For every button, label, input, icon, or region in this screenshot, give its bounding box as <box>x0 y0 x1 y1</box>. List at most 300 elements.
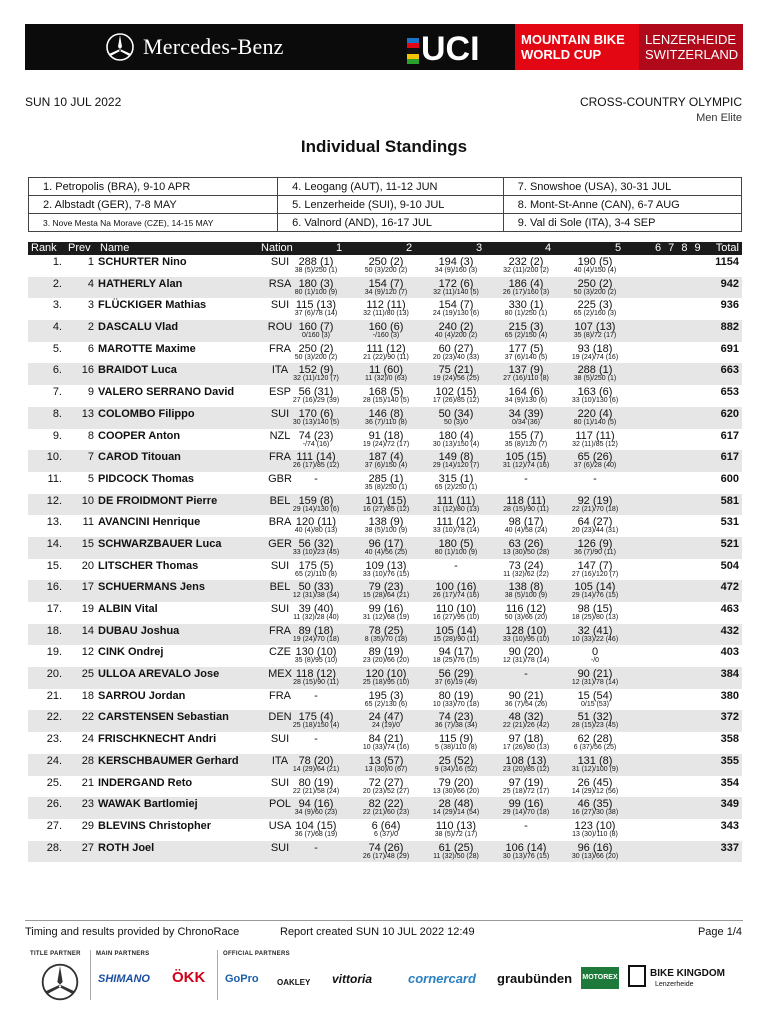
round-points: 175 (4) <box>298 711 334 724</box>
round-breakdown: 35 (8)/95 (10) <box>294 657 338 665</box>
col-round-5: 5 <box>615 242 622 254</box>
round-points: 152 (9) <box>298 364 334 377</box>
round-breakdown: 26 (17)/160 (3) <box>502 288 550 296</box>
table-row <box>28 363 742 385</box>
round-points: 147 (7) <box>577 559 613 572</box>
rider-name: PIDCOCK Thomas <box>98 472 194 485</box>
total-points: 463 <box>720 603 739 615</box>
nation-cell: RSA <box>268 277 292 290</box>
round-points: 89 (19) <box>368 646 404 659</box>
table-row <box>28 602 742 624</box>
round-points: 61 (25) <box>438 841 474 854</box>
round-points: 73 (24) <box>508 559 544 572</box>
round-breakdown: 20 (23)/44 (31) <box>571 527 619 535</box>
round-points: 105 (14) <box>435 624 477 637</box>
round-points: 80 (19) <box>298 776 334 789</box>
table-row <box>28 472 742 494</box>
rank-cell: 9. <box>52 429 62 442</box>
nation-cell: SUI <box>270 256 290 268</box>
round-points: 146 (8) <box>368 407 404 420</box>
rank-cell: 20. <box>46 668 62 681</box>
round-breakdown: 17 (26)/80 (13) <box>502 744 550 752</box>
round-breakdown: 32 (11)/120 (7) <box>293 375 339 383</box>
prev-rank-cell: 1 <box>87 256 94 268</box>
round-points: 46 (35) <box>577 798 613 811</box>
round-breakdown: 0/160 (3) <box>301 332 331 340</box>
rank-cell: 13. <box>46 516 62 529</box>
round-breakdown: 65 (2)/160 (3) <box>573 310 617 318</box>
loc-line-1: LENZERHEIDE <box>645 32 737 47</box>
total-points: 384 <box>720 668 739 681</box>
prev-rank-cell: 28 <box>81 754 94 767</box>
total-points: 403 <box>720 646 739 659</box>
round-breakdown: 30 (13)/76 (15) <box>502 852 550 860</box>
round-points: 112 (11) <box>366 299 406 312</box>
round-breakdown: 17 (26)/85 (12) <box>432 397 480 405</box>
round-breakdown: 20 (23)/40 (33) <box>432 353 480 361</box>
round-points: 232 (2) <box>508 256 544 268</box>
round-points: 51 (32) <box>577 711 613 724</box>
prev-rank-cell: 20 <box>81 559 94 572</box>
round-points: 65 (26) <box>577 451 613 464</box>
prev-rank-cell: 27 <box>81 841 94 854</box>
round-points: 250 (2) <box>577 277 613 290</box>
round-breakdown: 36 (7)/38 (34) <box>434 722 478 730</box>
total-points: 472 <box>720 581 739 594</box>
round-breakdown: 36 (7)/54 (26) <box>504 700 548 708</box>
nation-cell: NZL <box>269 429 291 442</box>
round-points: 109 (13) <box>365 559 407 572</box>
round-breakdown: 80 (1)/140 (5) <box>573 418 617 426</box>
nation-cell: FRA <box>269 689 291 702</box>
table-row <box>28 710 742 732</box>
round-points: 250 (2) <box>368 256 404 268</box>
prev-rank-cell: 12 <box>81 646 94 659</box>
round-points: 155 (7) <box>508 429 544 442</box>
mercedes-star-icon <box>40 962 80 1002</box>
rank-cell: 3. <box>52 299 62 312</box>
round-points: 79 (20) <box>438 776 474 789</box>
round-points: 220 (4) <box>577 407 613 420</box>
table-row <box>28 277 742 299</box>
round-breakdown: 19 (24)/74 (16) <box>571 353 619 361</box>
standings-header <box>28 242 742 255</box>
total-points: 504 <box>720 559 739 572</box>
round-breakdown: 40 (4)/56 (25) <box>364 548 408 556</box>
round-points: 13 (57) <box>368 754 404 767</box>
round-points: 105 (14) <box>574 581 616 594</box>
round-points: 194 (3) <box>438 256 474 268</box>
round-cell: 5. Lenzerheide (SUI), 9-10 JUL <box>278 196 504 214</box>
round-points: 32 (41) <box>577 624 613 637</box>
gopro-logo: GoPro <box>225 973 259 985</box>
round-points: 240 (2) <box>438 321 474 334</box>
round-breakdown: 37 (6)/19 (49) <box>434 679 478 687</box>
event-category: Men Elite <box>696 112 742 124</box>
round-points: 115 (9) <box>438 733 474 746</box>
round-breakdown: 40 (4)/150 (4) <box>573 267 617 274</box>
round-points: 138 (8) <box>508 581 544 594</box>
round-points: 116 (12) <box>505 603 547 615</box>
round-breakdown: 33 (10)/130 (6) <box>571 397 619 405</box>
nation-cell: SUI <box>270 603 290 615</box>
rank-cell: 26. <box>46 798 62 811</box>
round-breakdown: 28 (15)/90 (11) <box>293 679 339 687</box>
round-breakdown: 22 (21)/60 (23) <box>362 809 410 817</box>
prev-rank-cell: 16 <box>81 364 94 377</box>
round-breakdown: 19 (24)/56 (25) <box>432 375 480 383</box>
round-breakdown: 24 (19)/130 (6) <box>432 310 480 318</box>
round-breakdown: 12 (31)/38 (34) <box>292 592 340 600</box>
round-breakdown: 35 (8)/72 (17) <box>573 332 617 340</box>
round-points: 111 (12) <box>366 342 406 355</box>
round-points: 111 (14) <box>296 451 336 464</box>
prev-rank-cell: 17 <box>81 581 94 594</box>
rider-name: BLEVINS Christopher <box>98 819 212 832</box>
round-breakdown: 27 (16)/29 (39) <box>292 397 340 405</box>
round-points: 118 (11) <box>506 494 546 507</box>
round-breakdown: 6 (37)/56 (25) <box>573 744 617 752</box>
round-points: 96 (16) <box>577 841 613 854</box>
round-breakdown: 65 (2)/130 (6) <box>364 700 408 708</box>
loc-line-2: SWITZERLAND <box>645 47 739 62</box>
rank-cell: 17. <box>46 603 62 615</box>
table-row <box>28 645 742 667</box>
rank-cell: 25. <box>46 776 62 789</box>
round-points: 62 (28) <box>577 733 613 746</box>
total-points: 354 <box>720 776 739 789</box>
round-breakdown: 31 (12)/74 (16) <box>502 462 550 470</box>
round-breakdown: 34 (9)/60 (23) <box>294 809 338 817</box>
round-breakdown: 34 (9)/160 (3) <box>434 267 478 274</box>
round-breakdown: 65 (2)/150 (4) <box>504 332 548 340</box>
rank-cell: 2. <box>52 277 62 290</box>
round-breakdown: 33 (10)/76 (15) <box>362 570 410 578</box>
round-points: 11 (60) <box>368 364 404 377</box>
round-points: 180 (5) <box>438 537 474 550</box>
round-points: 137 (9) <box>508 364 544 377</box>
table-row <box>28 385 742 407</box>
round-breakdown: 11 (32)/0 (63) <box>365 375 407 383</box>
round-points: 195 (3) <box>368 689 404 702</box>
round-breakdown: 38 (5)/72 (17) <box>434 830 478 838</box>
round-points: 110 (13) <box>435 819 477 832</box>
col-name: Name <box>100 242 130 254</box>
round-breakdown: 30 (13)/66 (20) <box>571 852 619 860</box>
nation-cell: BEL <box>269 494 291 507</box>
round-breakdown: 36 (7)/90 (11) <box>574 548 616 556</box>
round-points: 186 (4) <box>508 277 544 290</box>
round-points: 75 (21) <box>438 364 474 377</box>
round-points: 154 (7) <box>438 299 474 312</box>
round-breakdown: 36 (7)/110 (8) <box>365 418 407 426</box>
partner-divider <box>90 950 91 1000</box>
round-breakdown: 14 (29)/64 (21) <box>292 765 340 773</box>
round-points: 118 (12) <box>295 668 337 681</box>
round-points: 34 (39) <box>508 407 544 420</box>
round-breakdown: 26 (17)/85 (12) <box>292 462 340 470</box>
location-label <box>639 24 743 70</box>
round-breakdown: 14 (29)/12 (56) <box>571 787 619 795</box>
round-points: 190 (5) <box>577 256 613 268</box>
round-breakdown: 28 (15)/23 (45) <box>571 722 619 730</box>
rider-name: VALERO SERRANO David <box>98 386 235 399</box>
round-points: 97 (19) <box>508 776 544 789</box>
round-points: 50 (33) <box>298 581 334 594</box>
page-title: Individual Standings <box>300 137 468 156</box>
partner-divider <box>217 950 218 1000</box>
round-points: 96 (17) <box>368 537 404 550</box>
rounds-table <box>28 177 742 232</box>
brand-name: Mercedes-Benz <box>143 34 284 59</box>
prev-rank-cell: 2 <box>87 321 94 334</box>
uci-logo <box>407 30 511 66</box>
col-nation: Nation <box>261 242 293 254</box>
round-points: 120 (10) <box>365 668 407 681</box>
prev-rank-cell: 24 <box>81 733 94 746</box>
round-breakdown: 38 (5)/250 (1) <box>294 267 338 274</box>
rank-cell: 5. <box>52 342 62 355</box>
rider-name: CARSTENSEN Sebastian <box>98 711 229 724</box>
round-breakdown: 31 (12)/80 (13) <box>432 505 480 513</box>
round-breakdown: 10 (33)/70 (18) <box>432 700 480 708</box>
round-points: 110 (10) <box>435 603 477 615</box>
round-points: 56 (29) <box>438 668 474 681</box>
rider-name: CINK Ondrej <box>98 646 164 659</box>
round-breakdown: 32 (11)/140 (5) <box>433 288 479 296</box>
total-points: 617 <box>720 451 739 464</box>
rank-cell: 7. <box>52 386 62 399</box>
nation-cell: SUI <box>270 407 290 420</box>
rider-name: ULLOA AREVALO Jose <box>98 668 220 681</box>
round-breakdown: 0/15 (53) <box>580 700 610 708</box>
nation-cell: DEN <box>268 711 292 724</box>
uci-stripes <box>407 38 419 64</box>
round-points: 98 (15) <box>577 603 613 615</box>
round-breakdown: -/74 (16) <box>302 440 330 448</box>
round-points: 101 (15) <box>365 494 407 507</box>
round-breakdown: 13 (30)/66 (20) <box>432 787 480 795</box>
round-breakdown: 28 (15)/140 (5) <box>362 397 410 405</box>
round-points: 187 (4) <box>368 451 404 464</box>
round-breakdown: 50 (3)/200 (2) <box>573 288 617 296</box>
nation-cell: CZE <box>269 646 291 659</box>
rank-cell: 24. <box>46 754 62 767</box>
round-points: 74 (26) <box>368 841 404 854</box>
nation-cell: SUI <box>270 841 290 854</box>
round-breakdown: 0/34 (36) <box>511 418 541 426</box>
round-breakdown: 10 (33)/74 (16) <box>362 744 410 752</box>
bike-kingdom-logo: BIKE KINGDOM <box>650 968 725 979</box>
table-row <box>28 819 742 841</box>
rank-cell: 21. <box>46 689 62 702</box>
rider-name: MAROTTE Maxime <box>98 342 196 355</box>
round-points: 56 (32) <box>298 537 334 550</box>
prev-rank-cell: 22 <box>81 711 94 724</box>
rank-cell: 12. <box>46 494 62 507</box>
round-points: 102 (15) <box>435 386 477 399</box>
table-row <box>28 776 742 798</box>
round-points: 60 (27) <box>438 342 474 355</box>
round-points: 84 (21) <box>368 733 404 746</box>
nation-cell: FRA <box>269 451 291 464</box>
wc-line-1: MOUNTAIN BIKE <box>521 32 625 47</box>
round-breakdown: 26 (17)/74 (16) <box>432 592 480 600</box>
rider-name: INDERGAND Reto <box>98 776 193 789</box>
round-breakdown: 80 (1)/100 (9) <box>434 548 478 556</box>
nation-cell: SUI <box>270 733 290 746</box>
table-row <box>28 298 742 320</box>
round-breakdown: 50 (3)/200 (2) <box>364 267 408 274</box>
col-round-2: 2 <box>406 242 413 254</box>
table-row <box>28 732 742 754</box>
graubunden-logo: graubünden <box>497 971 573 986</box>
total-points: 617 <box>720 429 739 442</box>
total-points: 349 <box>720 798 739 811</box>
nation-cell: ESP <box>268 386 291 399</box>
nation-cell: SUI <box>270 559 290 572</box>
round-breakdown: 6 (37)/0 <box>373 830 399 838</box>
round-breakdown: 80 (1)/100 (9) <box>294 288 338 296</box>
round-points: 97 (18) <box>508 733 544 746</box>
prev-rank-cell: 11 <box>82 516 94 529</box>
round-points: 115 (13) <box>295 299 337 312</box>
rider-name: BRAIDOT Luca <box>98 364 177 377</box>
round-breakdown: 65 (2)/250 (1) <box>434 483 478 491</box>
prev-rank-cell: 3 <box>87 299 94 312</box>
round-breakdown: 35 (8)/250 (1) <box>364 483 408 491</box>
round-points: 170 (6) <box>298 407 334 420</box>
round-points: 50 (34) <box>438 407 474 420</box>
round-points: 285 (1) <box>368 472 404 485</box>
round-points: 105 (15) <box>505 451 547 464</box>
round-breakdown: -/160 (3) <box>372 332 400 340</box>
round-points: 74 (23) <box>438 711 474 724</box>
round-breakdown: 50 (3)/200 (2) <box>294 353 338 361</box>
round-points: 159 (8) <box>298 494 334 507</box>
prev-rank-cell: 25 <box>81 668 94 681</box>
round-points: 94 (16) <box>298 798 334 811</box>
round-breakdown: 11 (32)/50 (28) <box>433 852 479 860</box>
round-breakdown: 31 (12)/100 (9) <box>571 765 619 773</box>
mercedes-logo <box>105 30 284 64</box>
col-prev: Prev <box>68 242 91 254</box>
round-breakdown: 33 (10)/78 (14) <box>432 527 480 535</box>
round-breakdown: 50 (3)/66 (20) <box>504 614 548 621</box>
round-breakdown: 33 (10)/23 (45) <box>292 548 340 556</box>
round-cell: 9. Val di Sole (ITA), 3-4 SEP <box>503 214 741 232</box>
report-created: Report created SUN 10 JUL 2022 12:49 <box>280 926 475 938</box>
round-points: 330 (1) <box>508 299 544 312</box>
round-breakdown: 23 (20)/66 (20) <box>362 657 410 665</box>
round-breakdown: 37 (6)/150 (4) <box>364 462 408 470</box>
round-breakdown: 13 (30)/0 (67) <box>364 765 408 773</box>
round-points: 107 (13) <box>574 321 616 334</box>
round-points: 90 (21) <box>577 668 613 681</box>
prev-rank-cell: 10 <box>81 494 94 507</box>
round-breakdown: 26 (17)/48 (29) <box>362 852 410 860</box>
round-breakdown: 8 (35)/70 (18) <box>364 635 408 643</box>
round-points: 104 (15) <box>295 819 337 832</box>
table-row <box>28 320 742 342</box>
prev-rank-cell: 18 <box>81 689 94 702</box>
total-points: 653 <box>720 386 739 399</box>
round-cell: 7. Snowshoe (USA), 30-31 JUL <box>503 178 741 196</box>
round-breakdown: 38 (5)/100 (9) <box>504 592 548 600</box>
round-points: 123 (10) <box>574 819 616 832</box>
round-points: 288 (1) <box>577 364 613 377</box>
round-breakdown: 21 (22)/90 (11) <box>363 353 409 361</box>
round-points: 225 (3) <box>577 299 613 312</box>
rider-name: LITSCHER Thomas <box>98 559 199 572</box>
rank-cell: 27. <box>46 819 62 832</box>
rider-name: COLOMBO Filippo <box>98 407 195 420</box>
table-row <box>28 689 742 711</box>
prev-rank-cell: 19 <box>81 603 94 615</box>
round-breakdown: 15 (28)/64 (21) <box>362 592 410 600</box>
round-points: 149 (8) <box>438 451 474 464</box>
round-points: 111 (12) <box>436 516 476 529</box>
round-cell: 3. Nove Mesta Na Morave (CZE), 14-15 MAY <box>29 214 278 232</box>
round-points: 128 (10) <box>505 624 547 637</box>
rank-cell: 11. <box>47 472 62 485</box>
round-cell: 2. Albstadt (GER), 7-8 MAY <box>29 196 278 214</box>
prev-rank-cell: 29 <box>81 819 94 832</box>
round-breakdown: 11 (32)/28 (40) <box>293 614 339 621</box>
table-row <box>28 342 742 364</box>
rounds-row <box>29 178 742 196</box>
mercedes-star-icon <box>105 32 135 62</box>
nation-cell: ITA <box>271 364 289 377</box>
round-breakdown: 16 (27)/30 (38) <box>571 809 619 817</box>
col-round-4: 4 <box>545 242 552 254</box>
round-points: 117 (11) <box>575 429 615 442</box>
rider-name: CAROD Titouan <box>98 451 181 464</box>
table-row <box>28 450 742 472</box>
round-breakdown: 15 (28)/90 (11) <box>433 635 479 643</box>
round-points: 90 (21) <box>508 689 544 702</box>
table-row <box>28 754 742 776</box>
col-total: Total <box>715 242 739 254</box>
rank-cell: 28. <box>46 841 62 854</box>
cornercard-logo: cornercard <box>408 971 476 986</box>
rider-name: ROTH Joel <box>98 841 155 854</box>
round-breakdown: 34 (9)/130 (6) <box>504 397 548 405</box>
round-points: 15 (54) <box>577 689 613 702</box>
round-breakdown: 25 (18)/95 (10) <box>362 679 410 687</box>
table-row <box>28 797 742 819</box>
total-points: 691 <box>720 342 739 355</box>
rounds-row <box>29 214 742 232</box>
rider-name: SCHUERMANS Jens <box>98 581 205 594</box>
round-points: 48 (32) <box>508 711 544 724</box>
rank-cell: 15. <box>46 559 62 572</box>
round-points: - <box>314 841 318 854</box>
round-points: - <box>593 472 597 485</box>
round-breakdown: 5 (38)/110 (8) <box>435 744 477 752</box>
round-points: 26 (45) <box>577 776 613 789</box>
prev-rank-cell: 5 <box>87 472 94 485</box>
nation-cell: SUI <box>270 776 290 789</box>
rank-cell: 23. <box>46 733 62 746</box>
timing-credit: Timing and results provided by ChronoRace <box>25 926 240 938</box>
uci-text: UCI <box>421 30 480 68</box>
round-breakdown: 40 (4)/200 (2) <box>434 332 478 340</box>
total-points: 663 <box>720 364 739 377</box>
round-breakdown: 80 (1)/250 (1) <box>504 310 548 318</box>
main-partners-label: MAIN PARTNERS <box>96 951 150 957</box>
rank-cell: 22. <box>46 711 62 724</box>
